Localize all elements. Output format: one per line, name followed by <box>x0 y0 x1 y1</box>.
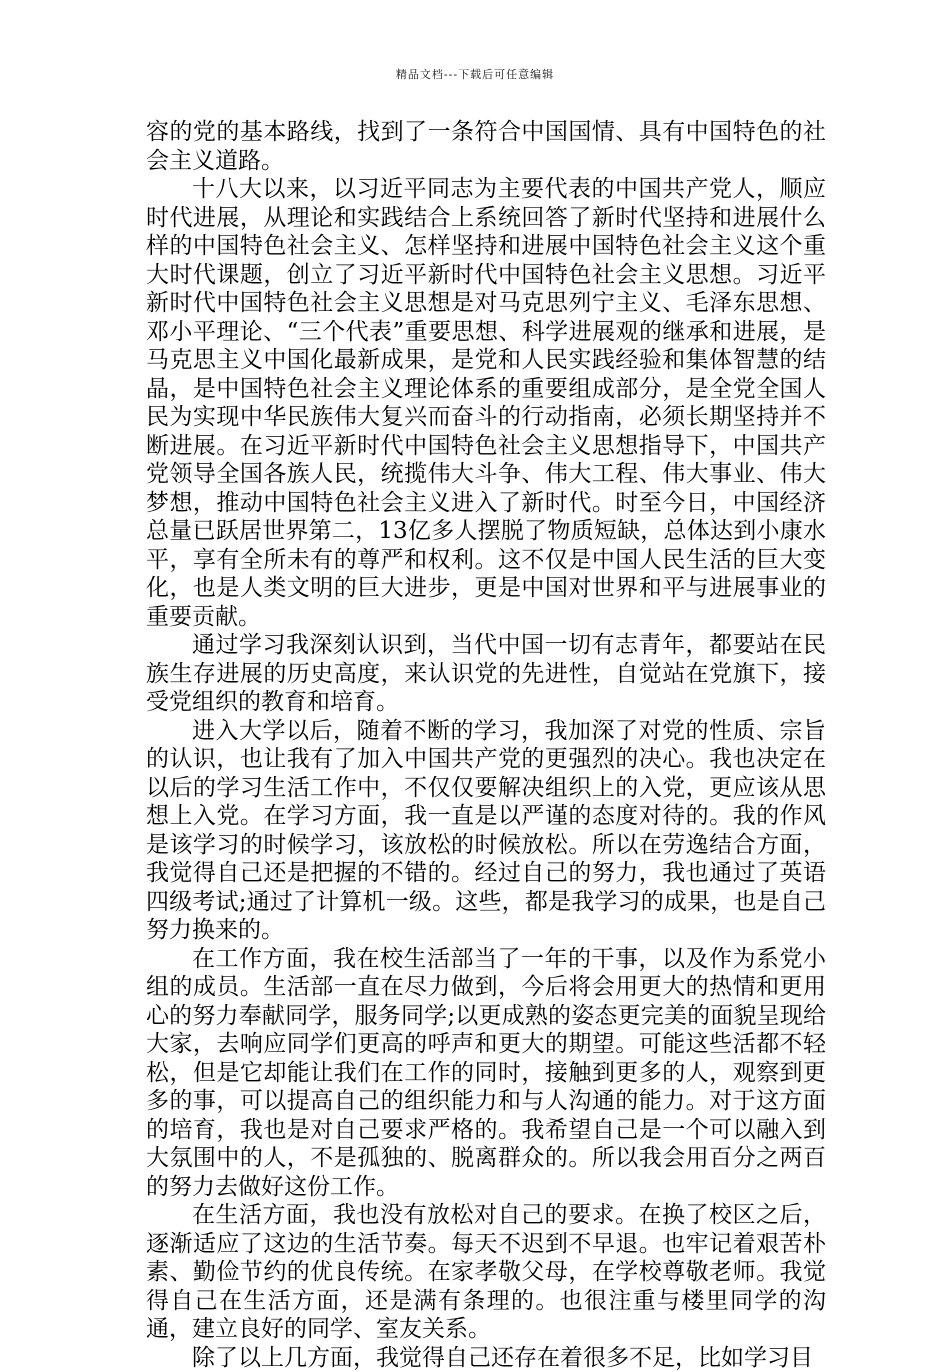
paragraph: 除了以上几方面，我觉得自己还存在着很多不足，比如学习目 <box>146 1344 826 1372</box>
paragraph: 进入大学以后，随着不断的学习，我加深了对党的性质、宗旨的认识，也让我有了加入中国共产党的更强烈的决心。我也决定在以后的学习生活工作中，不仅仅要解决组织上的入党，更应该从思想上入党。在学习方面，我一直是以严谨的态度对待的。我的作风是该学习的时候学习，该放松的时候放松。所以在劳逸结合方面，我觉得自己还是把握的不错的。经过自己的努力，我也通过了英语四级考试;通过了计算机一级。这些，都是我学习的成果，也是自己努力换来的。 <box>146 717 826 945</box>
paragraph: 在工作方面，我在校生活部当了一年的干事，以及作为系党小组的成员。生活部一直在尽力做到，今后将会用更大的热情和更用心的努力奉献同学，服务同学;以更成熟的姿态更完美的面貌呈现给大家，去响应同学们更高的呼声和更大的期望。可能这些活都不轻松，但是它却能让我们在工作的同时，接触到更多的人，观察到更多的事，可以提高自己的组织能力和与人沟通的能力。对于这方面的培育，我也是对自己要求严格的。我希望自己是一个可以融入到大氛围中的人，不是孤独的、脱离群众的。所以我会用百分之两百的努力去做好这份工作。 <box>146 945 826 1202</box>
paragraph: 通过学习我深刻认识到，当代中国一切有志青年，都要站在民族生存进展的历史高度，来认识党的先进性，自觉站在党旗下，接受党组织的教育和培育。 <box>146 631 826 717</box>
paragraph: 在生活方面，我也没有放松对自己的要求。在换了校区之后，逐渐适应了这边的生活节奏。每天不迟到不早退。也牢记着艰苦朴素、勤俭节约的优良传统。在家孝敬父母，在学校尊敬老师。我觉得自己在生活方面，还是满有条理的。也很注重与楼里同学的沟通，建立良好的同学、室友关系。 <box>146 1201 826 1344</box>
document-body <box>146 118 826 1372</box>
paragraph-continuation: 容的党的基本路线，找到了一条符合中国国情、具有中国特色的社会主义道路。 <box>146 118 826 175</box>
paragraph: 十八大以来，以习近平同志为主要代表的中国共产党人，顺应时代进展，从理论和实践结合上系统回答了新时代坚持和进展什么样的中国特色社会主义、怎样坚持和进展中国特色社会主义这个重大时代课题，创立了习近平新时代中国特色社会主义思想。习近平新时代中国特色社会主义思想是对马克思列宁主义、毛泽东思想、邓小平理论、“三个代表”重要思想、科学进展观的继承和进展，是马克思主义中国化最新成果，是党和人民实践经验和集体智慧的结晶，是中国特色社会主义理论体系的重要组成部分，是全党全国人民为实现中华民族伟大复兴而奋斗的行动指南，必须长期坚持并不断进展。在习近平新时代中国特色社会主义思想指导下，中国共产党领导全国各族人民，统揽伟大斗争、伟大工程、伟大事业、伟大梦想，推动中国特色社会主义进入了新时代。时至今日，中国经济总量已跃居世界第二，13亿多人摆脱了物质短缺，总体达到小康水平，享有全所未有的尊严和权利。这不仅是中国人民生活的巨大变化，也是人类文明的巨大进步，更是中国对世界和平与进展事业的重要贡献。 <box>146 175 826 631</box>
page-header: 精品文档---下载后可任意编辑 <box>0 66 950 82</box>
